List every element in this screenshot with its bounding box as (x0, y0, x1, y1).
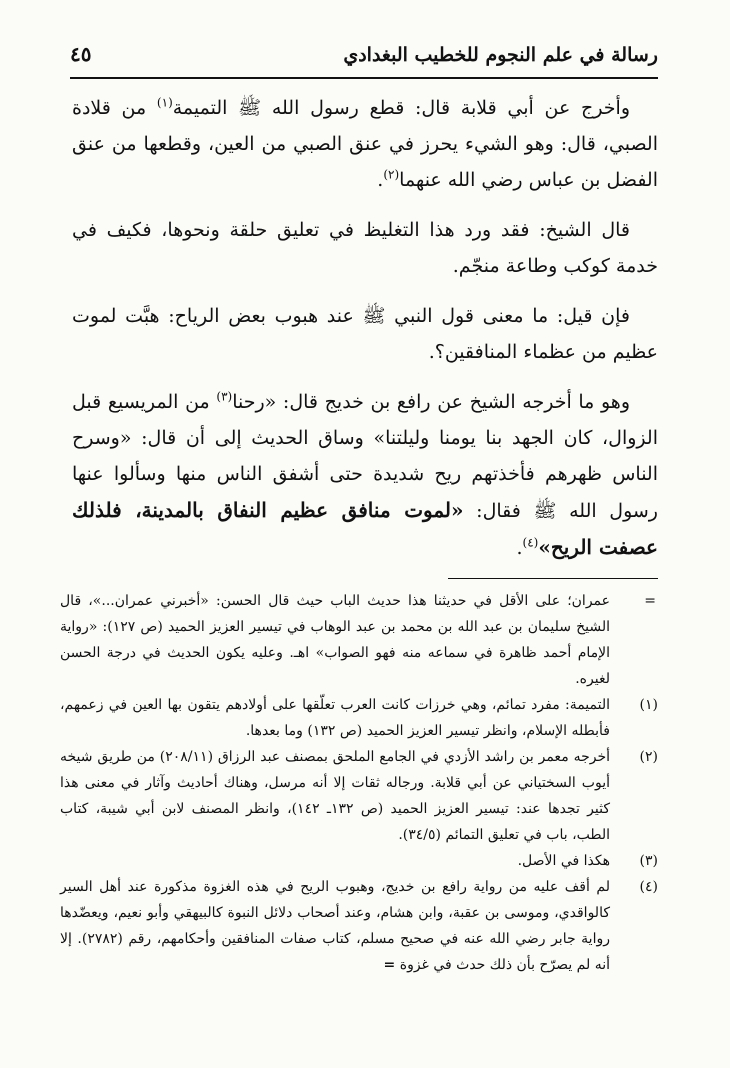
footnote-text: أخرجه معمر بن راشد الأزدي في الجامع الملحق بمصنف عبد الرزاق (٢٠٨/١١) من طريق شيخه أيوب السختياني عن أبي قلابة. ورجاله ثقات إلا أنه مرسل، وهناك أحاديث وآثار في معنى هذا كثير تجدها عند: تيسير العزيز الحميد (ص ١٣٢ـ ١٤٢)، وانظر المصنف لابن أبي شيبة، كتاب الطب، باب في تعليق التمائم (٣٤/٥). (60, 749, 611, 843)
main-text (72, 90, 658, 580)
footnote-carryover-text: عمران؛ على الأقل في حديثنا هذا حديث الباب حيث قال الحسن: «أخبرني عمران...»، قال الشيخ سليمان بن عبد الله بن محمد بن عبد الوهاب في تيسير العزيز الحميد (ص ١٢٧): «رواية الإمام أحمد ظاهرة في سماعه منه فهو الصواب» اهـ. وعليه يكون الحديث في درجة الحسن لغيره. (60, 593, 610, 687)
continuation-mark-end: = (383, 957, 396, 973)
p1-text-a: وأخرج عن أبي قلابة قال: قطع رسول الله ﷺ التميمة (172, 97, 630, 119)
footnote-2 (60, 744, 658, 848)
paragraph-4 (72, 384, 658, 566)
footnote-number: (٣) (639, 853, 658, 869)
running-header (70, 40, 658, 76)
footnote-number: (٢) (639, 749, 658, 765)
paragraph-2: قال الشيخ: فقد ورد هذا التغليظ في تعليق حلقة ونحوها، فكيف في خدمة كوكب وطاعة منجّم. (72, 219, 658, 277)
header-title: رسالة في علم النجوم للخطيب البغدادي (343, 44, 658, 66)
footnote-3 (60, 848, 658, 874)
footnote-number: (١) (639, 697, 658, 713)
hadith-quote: «لموت منافق عظيم النفاق بالمدينة، فلذلك عصفت الريح» (72, 498, 658, 559)
footnote-text: هكذا في الأصل. (517, 853, 610, 869)
p1-text-c: . (377, 169, 384, 191)
footnote-ref-1: (١) (156, 95, 173, 110)
p4-text-b: من المريسيع قبل الزوال، كان الجهد بنا يومنا وليلتنا» وساق الحديث إلى أن قال: «وسرح الناس ظهرهم فأخذتهم ريح شديدة حتى أشفق الناس منها وسألوا عنها رسول الله ﷺ فقال: (72, 391, 658, 522)
header-rule (70, 77, 658, 79)
p4-text-a: وهو ما أخرجه الشيخ عن رافع بن خديج قال: «رحنا (232, 391, 631, 413)
footnote-text: لم أقف عليه من رواية رافع بن خديج، وهبوب الريح في هذه الغزوة مذكورة عند أهل السير كالواقدي، وموسى بن عقبة، وابن هشام، وعند أصحاب دلائل النبوة كالبيهقي وأبو نعيم، ويعضّدها رواية جابر رضي الله عنه في صحيح مسلم، كتاب صفات المنافقين وأحكامهم، رقم (٢٧٨٢). إلا أنه لم يصرّح بأن ذلك حدث في غزوة (60, 879, 610, 973)
p4-text-c: . (516, 537, 523, 559)
paragraph-1 (72, 90, 658, 198)
continuation-mark: = (644, 593, 656, 609)
page-number: ٤٥ (70, 42, 92, 66)
paragraph-3: فإن قيل: ما معنى قول النبي ﷺ عند هبوب بعض الرياح: هبَّت لموت عظيم من عظماء المنافقين؟. (72, 305, 658, 363)
footnote-text: التميمة: مفرد تمائم، وهي خرزات كانت العرب تعلّقها على أولادهم يتقون بها العين في زعمهم، فأبطله الإسلام، وانظر تيسير العزيز الحميد (ص ١٣٢) وما بعدها. (60, 697, 610, 739)
footnote-carryover (60, 588, 658, 692)
footnotes (60, 588, 658, 978)
footnote-ref-3: (٣) (216, 389, 233, 404)
footnote-1 (60, 692, 658, 744)
p1-text-b: من قلادة الصبي، قال: وهو الشيء يحرز في عنق الصبي من العين، وقطعها من عنق الفضل بن عباس رضي الله عنهما (72, 97, 658, 191)
footnote-separator (448, 578, 658, 579)
footnote-ref-4: (٤) (522, 535, 539, 550)
footnote-4 (60, 874, 658, 978)
footnote-number: (٤) (639, 879, 658, 895)
footnote-ref-2: (٢) (383, 167, 400, 182)
